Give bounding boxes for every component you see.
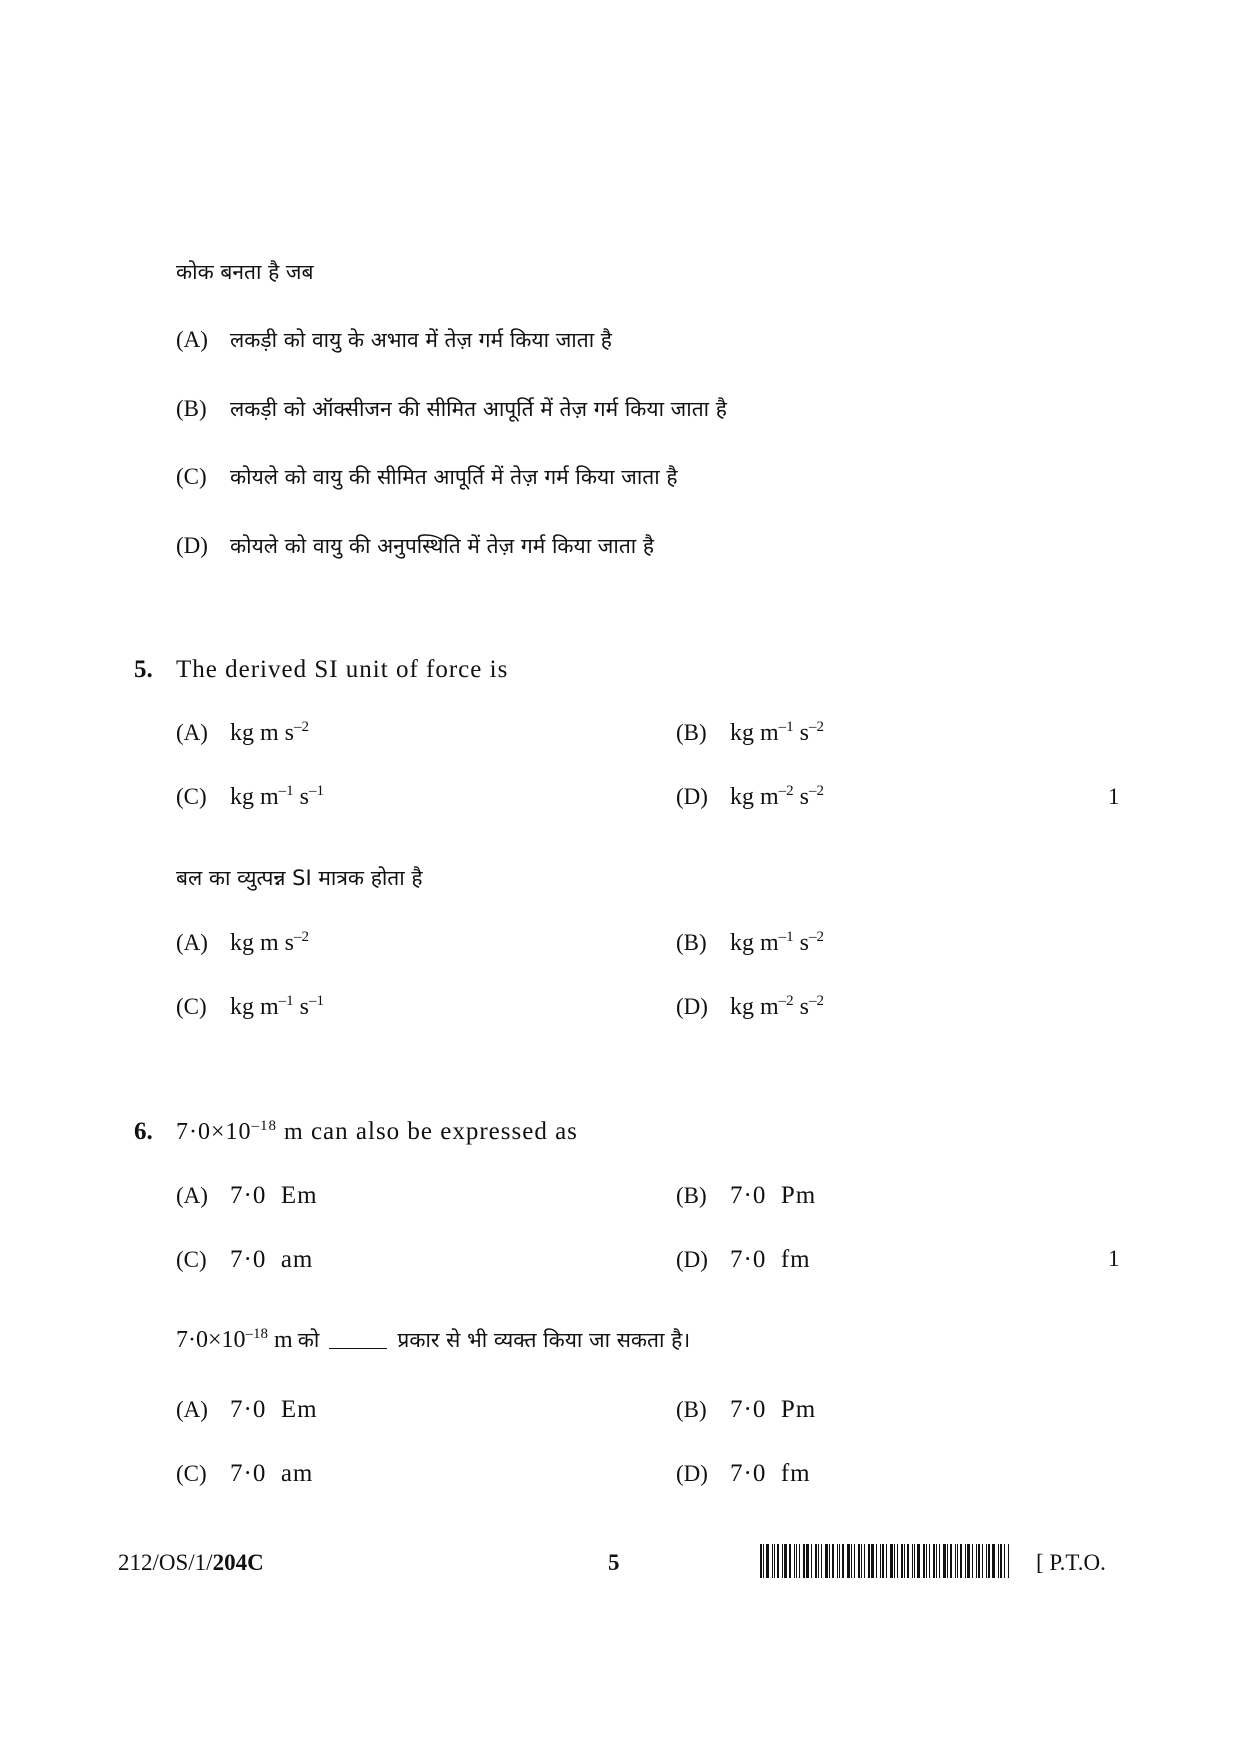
paper-code: 212/OS/1/204C [118, 1550, 264, 1575]
option-value: kg $m^{-1}$ $s^{-1}$ [230, 783, 325, 810]
option-value: 7·0 fm [730, 1460, 811, 1487]
q5-stem: The derived SI unit of force is [176, 656, 509, 683]
option-label: (B) [676, 1183, 707, 1208]
fill-blank [329, 1348, 387, 1349]
q4-hindi-option-b [176, 395, 727, 423]
option-text: लकड़ी को वायु के अभाव में तेज़ गर्म किया जाता है [230, 328, 612, 352]
q5-option-a [176, 720, 309, 747]
option-label: (A) [176, 930, 208, 955]
option-value: kg m $s^{-2}$ [230, 719, 310, 746]
option-label: (D) [676, 1247, 708, 1272]
q6-expression: $7\cdot 0\times 10^{-18}$ m [176, 1118, 304, 1145]
q5-marks: 1 [1108, 784, 1120, 809]
q6-hindi-option-c [176, 1460, 313, 1488]
q6-option-c [176, 1246, 313, 1274]
q6-option-a [176, 1182, 318, 1210]
q5-hindi-option-b [676, 930, 824, 957]
q5-option-b [676, 720, 824, 747]
q5-hindi-option-c [176, 994, 324, 1021]
q5-hindi-option-a [176, 930, 309, 957]
option-text: कोयले को वायु की सीमित आपूर्ति में तेज़ गर्म किया जाता है [230, 465, 678, 489]
option-label: (A) [176, 1397, 208, 1422]
q6-option-d [676, 1246, 811, 1274]
option-label: (A) [176, 1183, 208, 1208]
q5-hindi-stem: बल का व्युत्पन्न SI मात्रक होता है [176, 866, 423, 890]
option-label: (D) [676, 784, 708, 809]
option-label: (C) [176, 994, 207, 1019]
option-value: 7·0 Pm [730, 1182, 817, 1209]
q4-hindi-option-d [176, 532, 654, 560]
option-value: kg $m^{-1}$ $s^{-1}$ [230, 993, 325, 1020]
option-label: (B) [176, 396, 207, 421]
option-label: (C) [176, 1461, 207, 1486]
option-label: (D) [676, 1461, 708, 1486]
option-text: कोयले को वायु की अनुपस्थिति में तेज़ गर्म किया जाता है [230, 534, 655, 558]
option-label: (B) [676, 930, 707, 955]
q6-stem [176, 1118, 578, 1146]
option-value: kg $m^{-1}$ $s^{-2}$ [730, 929, 825, 956]
option-label: (C) [176, 464, 207, 489]
q6-hindi-option-b [676, 1396, 816, 1424]
option-label: (A) [176, 720, 208, 745]
option-value: 7·0 Pm [730, 1396, 817, 1423]
q6-hindi-option-d [676, 1460, 811, 1488]
q6-hindi-mid: को [297, 1328, 320, 1352]
q6-hindi-stem [176, 1326, 690, 1354]
option-value: 7·0 am [230, 1246, 314, 1273]
q4-hindi-stem: कोक बनता है जब [176, 260, 314, 284]
q4-hindi-option-a [176, 326, 612, 354]
q5-number: 5. [134, 656, 153, 683]
option-label: (D) [676, 994, 708, 1019]
q5-option-c [176, 784, 324, 811]
q6-number: 6. [134, 1118, 153, 1145]
q6-hindi-option-a [176, 1396, 318, 1424]
option-value: kg $m^{-2}$ $s^{-2}$ [730, 993, 825, 1020]
q4-hindi-option-c [176, 463, 678, 491]
q6-option-b [676, 1182, 816, 1210]
option-text: लकड़ी को ऑक्सीजन की सीमित आपूर्ति में तेज़ गर्म किया जाता है [230, 397, 727, 421]
barcode-icon [760, 1544, 1018, 1578]
pto-label: [ P.T.O. [1036, 1550, 1106, 1575]
option-value: 7·0 fm [730, 1246, 811, 1273]
page-number: 5 [608, 1550, 620, 1575]
option-label: (C) [176, 1247, 207, 1272]
option-value: 7·0 am [230, 1460, 314, 1487]
q6-hindi-expression: $7\cdot 0\times 10^{-18}$ m [176, 1326, 293, 1353]
option-value: kg $m^{-1}$ $s^{-2}$ [730, 719, 825, 746]
option-label: (B) [676, 1397, 707, 1422]
option-value: kg $m^{-2}$ $s^{-2}$ [730, 783, 825, 810]
option-value: kg m $s^{-2}$ [230, 929, 310, 956]
q5-option-d [676, 784, 824, 811]
option-value: 7·0 Em [230, 1182, 318, 1209]
option-label: (D) [176, 533, 208, 558]
q6-marks: 1 [1108, 1246, 1120, 1271]
q6-hindi-tail: प्रकार से भी व्यक्त किया जा सकता है। [397, 1328, 691, 1352]
option-label: (A) [176, 327, 208, 352]
q5-hindi-option-d [676, 994, 824, 1021]
option-value: 7·0 Em [230, 1396, 318, 1423]
option-label: (C) [176, 784, 207, 809]
option-label: (B) [676, 720, 707, 745]
q6-stem-text: can also be expressed as [310, 1118, 578, 1145]
